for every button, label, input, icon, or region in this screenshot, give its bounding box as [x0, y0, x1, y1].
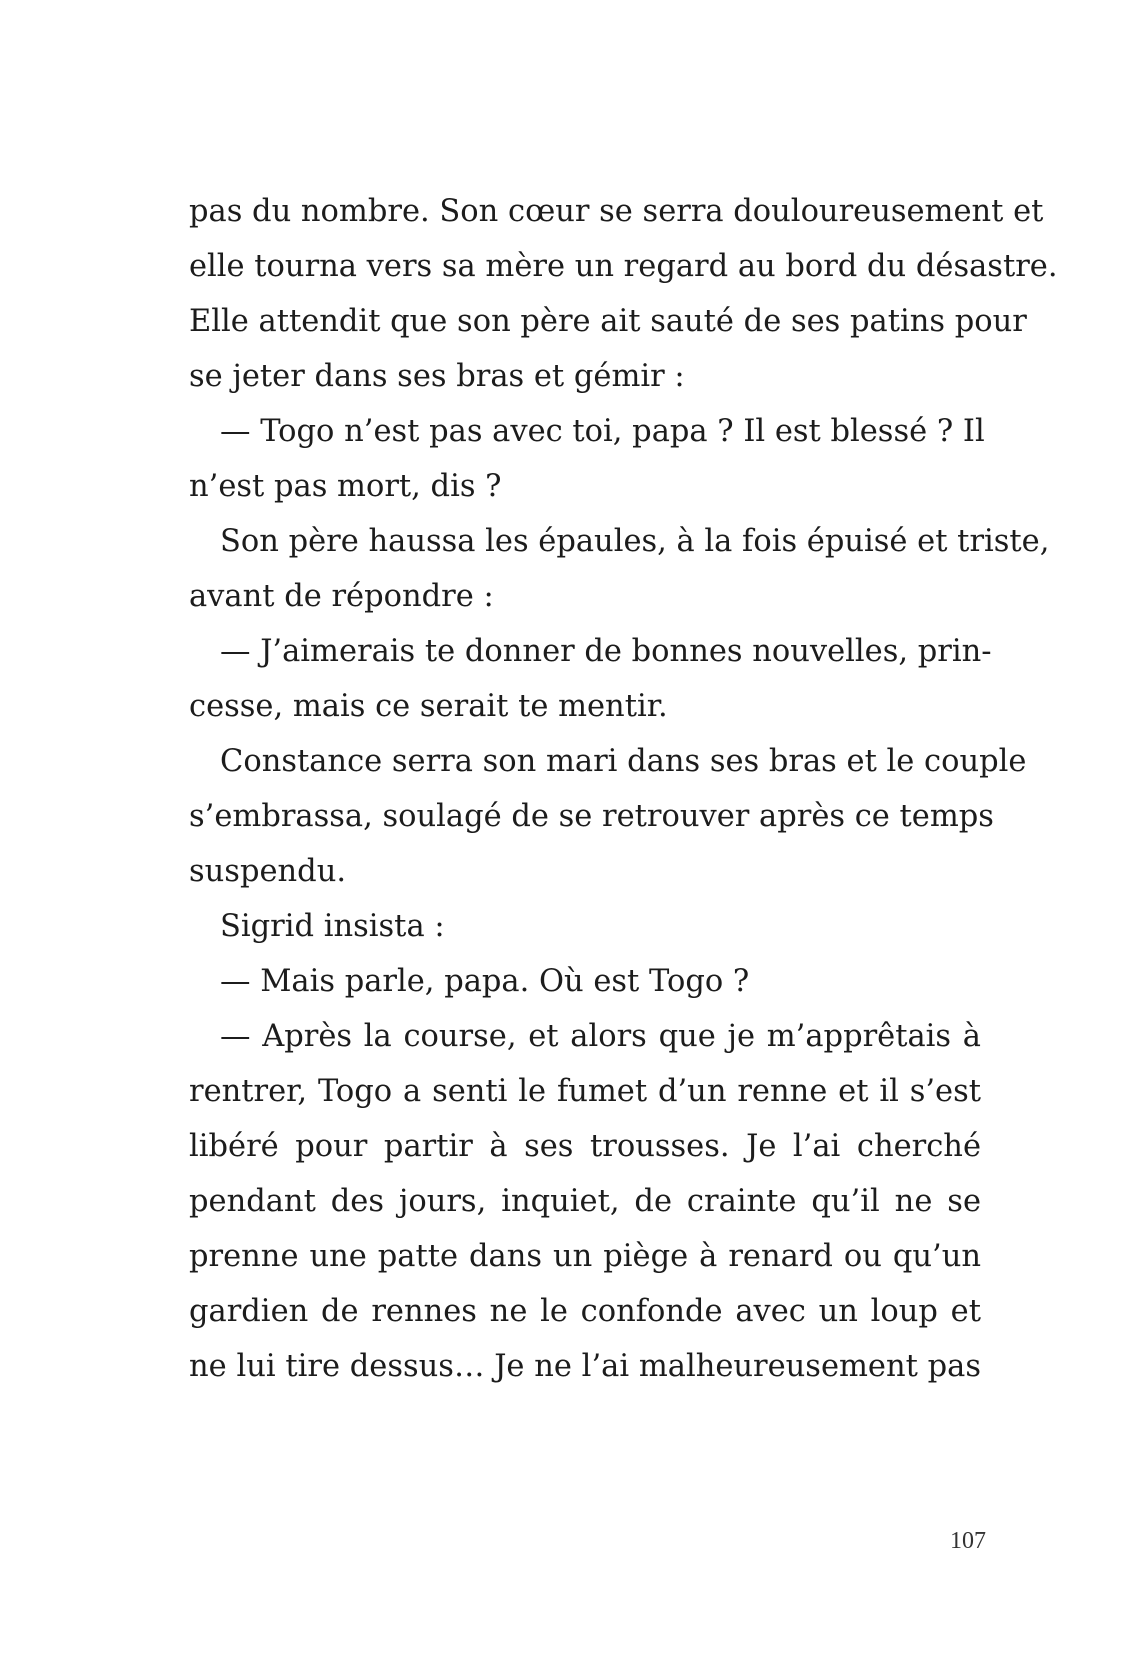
dialogue-line: — Togo n’est pas avec toi, papa ? Il est blessé ? Il: [220, 414, 985, 449]
text-line: Elle attendit que son père ait sauté de ses patins pour: [189, 304, 1027, 339]
dialogue-line: — Mais parle, papa. Où est Togo ?: [220, 964, 750, 999]
text-line: libéré pour partir à ses trousses. Je l’ai cherché: [189, 1129, 981, 1164]
text-line: n’est pas mort, dis ?: [189, 469, 502, 504]
paragraph-start: Constance serra son mari dans ses bras et le couple: [220, 744, 1027, 779]
paragraph-start: Son père haussa les épaules, à la fois épuisé et triste,: [220, 524, 1050, 559]
dialogue-line: — Après la course, et alors que je m’apprêtais à: [220, 1019, 981, 1054]
text-line: s’embrassa, soulagé de se retrouver après ce temps: [189, 799, 994, 834]
text-line: pendant des jours, inquiet, de crainte qu’il ne se: [189, 1184, 981, 1219]
dialogue-line: — J’aimerais te donner de bonnes nouvelles, prin-: [220, 634, 992, 669]
text-line: pas du nombre. Son cœur se serra douloureusement et: [189, 194, 1044, 229]
text-line: se jeter dans ses bras et gémir :: [189, 359, 685, 394]
text-line: rentrer, Togo a senti le fumet d’un renne et il s’est: [189, 1074, 981, 1109]
paragraph-start: Sigrid insista :: [220, 909, 445, 944]
text-line: ne lui tire dessus… Je ne l’ai malheureusement pas: [189, 1349, 981, 1384]
text-line: prenne une patte dans un piège à renard ou qu’un: [189, 1239, 981, 1274]
text-line: suspendu.: [189, 854, 347, 889]
text-line: avant de répondre :: [189, 579, 494, 614]
page-number: 107: [950, 1528, 986, 1554]
text-line: cesse, mais ce serait te mentir.: [189, 689, 668, 724]
text-line: elle tourna vers sa mère un regard au bord du désastre.: [189, 249, 1058, 284]
text-line: gardien de rennes ne le confonde avec un loup et: [189, 1294, 981, 1329]
